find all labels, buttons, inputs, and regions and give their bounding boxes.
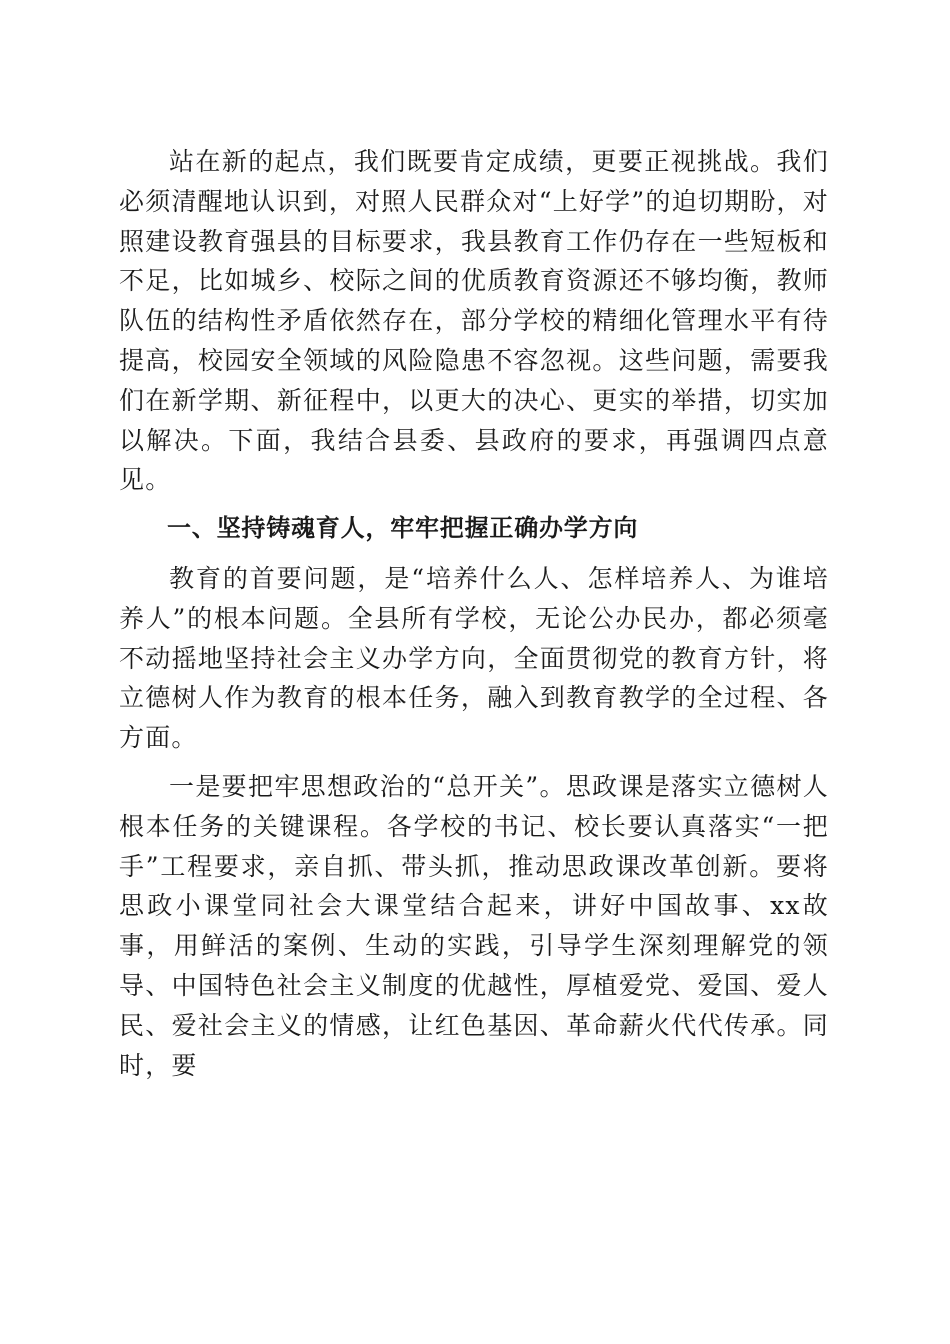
section-heading-1: 一、坚持铸魂育人，牢牢把握正确办学方向 — [167, 514, 639, 543]
paragraph-challenges: 站在新的起点，我们既要肯定成绩，更要正视挑战。我们必须清醒地认识到，对照人民群众对“上好学”的迫切期盼，对照建设教育强县的目标要求，我县教育工作仍存在一些短板和不足，比如城乡、校际之间的优质教育资源还不够均衡，教师队伍的结构性矛盾依然存在，部分学校的精细化管理水平有待提高，校园安全领域的风险隐患不容忽视。这些问题，需要我们在新学期、新征程中，以更大的决心、更实的举措，切实加以解决。下面，我结合县委、县政府的要求，再强调四点意见。 — [119, 147, 829, 495]
paragraph-education-question: 教育的首要问题，是“培养什么人、怎样培养人、为谁培养人”的根本问题。全县所有学校，无论公办民办，都必须毫不动摇地坚持社会主义办学方向，全面贯彻党的教育方针，将立德树人作为教育的根本任务，融入到教育教学的全过程、各方面。 — [119, 563, 829, 753]
document-body — [119, 142, 829, 1085]
paragraph-ideological-politics: 一是要把牢思想政治的“总开关”。思政课是落实立德树人根本任务的关键课程。各学校的书记、校长要认真落实“一把手”工程要求，亲自抓、带头抓，推动思政课改革创新。要将思政小课堂同社会大课堂结合起来，讲好中国故事、xx故事，用鲜活的案例、生动的实践，引导学生深刻理解党的领导、中国特色社会主义制度的优越性，厚植爱党、爱国、爱人民、爱社会主义的情感，让红色基因、革命薪火代代传承。同时，要 — [119, 771, 829, 1080]
